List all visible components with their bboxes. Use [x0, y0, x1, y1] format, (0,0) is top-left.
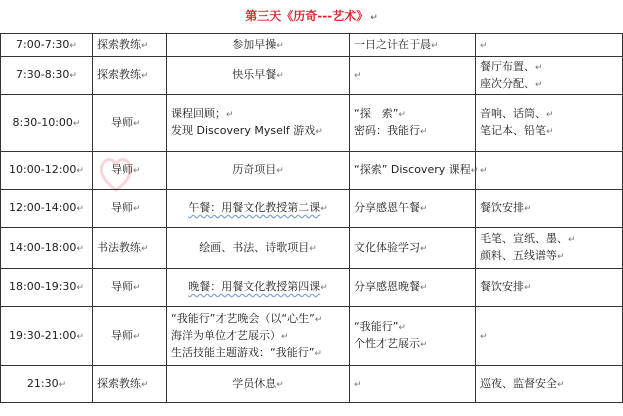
prep-text: 巡夜、监督安全 [480, 376, 557, 390]
activity-line [171, 162, 345, 179]
notes-cell [350, 95, 476, 152]
paragraph-mark: ↵ [315, 127, 323, 137]
activity-text: 参加早操 [232, 37, 277, 51]
prep-text: 颜料、五线谱等 [480, 249, 557, 262]
paragraph-mark: ↵ [398, 110, 406, 120]
paragraph-mark: ↵ [314, 348, 322, 359]
prep-cell [476, 57, 623, 95]
activity-cell [167, 366, 350, 403]
prep-text: 餐饮安排 [480, 280, 524, 293]
prep-text: 餐厅布置、 [480, 59, 535, 73]
staff-cell [93, 95, 167, 152]
time-cell [1, 152, 93, 190]
activity-text: 晚餐：用餐文化教授第四课 [188, 280, 321, 293]
table-row [1, 57, 623, 95]
activity-line [171, 67, 345, 84]
paragraph-mark: ↵ [420, 340, 428, 350]
time-text: 21:30 [26, 376, 59, 390]
paragraph-mark: ↵ [431, 40, 439, 51]
notes-cell [350, 57, 476, 95]
notes-cell [350, 366, 476, 403]
notes-cell [350, 307, 476, 366]
notes-cell [350, 269, 476, 307]
paragraph-mark: ↵ [281, 331, 289, 342]
activity-cell [167, 152, 350, 190]
table-row [1, 366, 623, 403]
notes-text: 个性才艺展示 [354, 337, 420, 350]
staff-cell [93, 57, 167, 95]
table-row [1, 152, 623, 190]
notes-text: 密码：我能行 [354, 124, 420, 137]
activity-text: 快乐早餐 [232, 68, 277, 81]
paragraph-mark: ↵ [420, 243, 428, 254]
notes-line [354, 37, 471, 54]
paragraph-mark: ↵ [398, 323, 406, 333]
paragraph-mark: ↵ [524, 204, 532, 214]
table-row [1, 34, 623, 57]
notes-line [354, 123, 471, 140]
paragraph-mark: ↵ [420, 204, 428, 214]
prep-line [480, 376, 618, 393]
activity-line [171, 345, 345, 362]
paragraph-mark: ↵ [320, 204, 328, 214]
paragraph-mark: ↵ [546, 110, 554, 120]
prep-cell [476, 34, 623, 57]
prep-line [480, 123, 618, 140]
notes-cell [350, 190, 476, 228]
time-cell [1, 366, 93, 403]
paragraph-mark: ↵ [141, 71, 149, 81]
staff-text: 导师 [111, 201, 133, 214]
activity-line [171, 376, 345, 393]
activity-line [171, 328, 345, 345]
prep-cell [476, 269, 623, 307]
activity-text: 生活技能主题游戏：“我能行” [171, 345, 315, 359]
paragraph-mark: ↵ [314, 314, 323, 325]
activity-line [171, 200, 345, 217]
activity-text: 学员休息 [232, 376, 277, 390]
paragraph-mark: ↵ [546, 127, 554, 137]
paragraph-mark: ↵ [76, 166, 84, 176]
table-row [1, 269, 623, 307]
time-text: 7:00-7:30 [16, 37, 70, 51]
notes-text: 分享感恩晚餐 [354, 280, 420, 293]
activity-text: “我能行”才艺晚会（以“心生” [171, 311, 315, 325]
schedule-title: 第三天《历奇---艺术》 [245, 9, 369, 23]
paragraph-mark: ↵ [276, 40, 284, 51]
prep-cell [476, 366, 623, 403]
paragraph-mark: ↵ [133, 283, 141, 293]
paragraph-mark: ↵ [276, 166, 284, 176]
activity-cell [167, 307, 350, 366]
activity-line [171, 37, 345, 54]
prep-cell [476, 228, 623, 269]
activity-line [171, 240, 345, 257]
prep-line [480, 231, 618, 248]
paragraph-mark: ↵ [226, 110, 234, 120]
time-text: 14:00-18:00 [9, 240, 77, 254]
time-text: 19:30-21:00 [9, 328, 77, 342]
paragraph-mark: ↵ [72, 118, 81, 129]
paragraph-mark: ↵ [354, 379, 362, 390]
time-cell [1, 95, 93, 152]
activity-text: 课程回顾； [171, 107, 226, 120]
prep-line [480, 279, 618, 296]
paragraph-mark: ↵ [69, 71, 77, 81]
paragraph-mark: ↵ [420, 283, 428, 293]
paragraph-mark: ↵ [568, 235, 576, 245]
notes-cell [350, 34, 476, 57]
activity-text: 绘画、书法、诗歌项目 [199, 240, 310, 254]
activity-cell [167, 269, 350, 307]
activity-cell [167, 57, 350, 95]
activity-line [171, 279, 345, 296]
staff-text: 探索教练 [97, 37, 141, 51]
time-text: 12:00-14:00 [9, 201, 77, 214]
table-row [1, 95, 623, 152]
staff-cell [93, 152, 167, 190]
staff-cell [93, 228, 167, 269]
prep-line [480, 76, 618, 93]
activity-line [171, 123, 345, 140]
paragraph-mark: ↵ [276, 71, 284, 81]
notes-cell [350, 152, 479, 190]
notes-text: “探 索” [354, 107, 399, 120]
paragraph-mark: ↵ [76, 283, 84, 293]
paragraph-mark: ↵ [133, 166, 141, 176]
notes-line [354, 319, 471, 336]
prep-text: 座次分配、 [480, 76, 535, 90]
notes-text: “我能行” [354, 320, 399, 333]
prep-line [480, 106, 618, 123]
prep-line [480, 248, 618, 265]
notes-text: 分享感恩午餐 [354, 201, 420, 214]
paragraph-mark: ↵ [354, 71, 362, 81]
activity-text: 发现 Discovery Myself 游戏 [171, 124, 316, 137]
time-text: 7:30-8:30 [16, 68, 70, 81]
activity-text: 午餐：用餐文化教授第二课 [188, 201, 321, 214]
time-cell [1, 228, 93, 269]
paragraph-mark: ↵ [133, 118, 141, 129]
paragraph-mark: ↵ [320, 283, 328, 293]
paragraph-mark: ↵ [141, 379, 149, 390]
staff-cell [93, 190, 167, 228]
table-row [1, 307, 623, 366]
paragraph-mark: ↵ [480, 40, 488, 51]
staff-cell [93, 366, 167, 403]
prep-text: 笔记本、铅笔 [480, 124, 546, 137]
paragraph-mark: ↵ [58, 379, 67, 390]
notes-line [354, 336, 471, 353]
activity-line [171, 311, 345, 328]
notes-line [354, 162, 479, 179]
paragraph-mark: ↵ [76, 243, 84, 254]
time-text: 8:30-10:00 [12, 115, 73, 129]
paragraph-mark: ↵ [133, 331, 141, 342]
prep-text: 餐饮安排 [480, 201, 524, 214]
activity-cell [167, 228, 350, 269]
activity-line [171, 106, 345, 123]
paragraph-mark: ↵ [133, 204, 141, 214]
paragraph-mark: ↵ [535, 62, 543, 73]
time-cell [1, 307, 93, 366]
time-cell [1, 190, 93, 228]
paragraph-mark: ↵ [420, 127, 428, 137]
schedule-table [0, 33, 623, 403]
paragraph-mark: ↵ [309, 243, 317, 254]
paragraph-mark: ↵ [535, 79, 543, 90]
time-text: 10:00-12:00 [9, 163, 77, 176]
paragraph-mark: ↵ [524, 283, 532, 293]
table-row [1, 228, 623, 269]
table-row [1, 190, 623, 228]
time-cell [1, 57, 93, 95]
staff-text: 探索教练 [97, 68, 141, 81]
notes-line [354, 106, 471, 123]
activity-text: 历奇项目 [232, 163, 277, 176]
paragraph-mark: ↵ [69, 40, 77, 51]
staff-cell [93, 269, 167, 307]
staff-cell [93, 34, 167, 57]
staff-cell [93, 307, 167, 366]
staff-text: 导师 [111, 280, 133, 293]
time-text: 18:00-19:30 [9, 280, 77, 293]
prep-text: 音响、话筒、 [480, 107, 546, 120]
schedule-title-bar [0, 0, 623, 33]
prep-line [480, 200, 618, 217]
notes-line [354, 200, 471, 217]
prep-cell [476, 307, 623, 366]
prep-cell [476, 95, 623, 152]
prep-cell [476, 152, 623, 190]
paragraph-mark: ↵ [480, 331, 488, 342]
notes-text: 文化体验学习 [354, 240, 420, 254]
time-cell [1, 269, 93, 307]
activity-text: 海洋为单位才艺展示） [171, 328, 281, 342]
prep-text: 毛笔、宣纸、墨、 [480, 232, 568, 245]
prep-line [480, 59, 618, 76]
paragraph-mark: ↵ [370, 13, 378, 23]
notes-cell [350, 228, 476, 269]
notes-line [354, 240, 471, 257]
staff-text: 导师 [111, 163, 133, 176]
notes-line [354, 279, 471, 296]
staff-text: 导师 [111, 328, 133, 342]
paragraph-mark: ↵ [76, 204, 84, 214]
paragraph-mark: ↵ [276, 379, 284, 390]
activity-cell [167, 95, 350, 152]
notes-text: 一日之计在于晨 [354, 37, 431, 51]
paragraph-mark: ↵ [557, 379, 565, 390]
activity-cell [167, 190, 350, 228]
time-cell [1, 34, 93, 57]
staff-text: 书法教练 [97, 240, 141, 254]
paragraph-mark: ↵ [557, 252, 565, 262]
paragraph-mark: ↵ [470, 166, 479, 176]
paragraph-mark: ↵ [76, 331, 84, 342]
activity-cell [167, 34, 350, 57]
paragraph-mark: ↵ [480, 166, 488, 176]
staff-text: 探索教练 [97, 376, 141, 390]
staff-text: 导师 [111, 115, 133, 129]
prep-cell [476, 190, 623, 228]
paragraph-mark: ↵ [141, 40, 149, 51]
paragraph-mark: ↵ [141, 243, 149, 254]
notes-text: “探索” Discovery 课程 [354, 163, 471, 176]
